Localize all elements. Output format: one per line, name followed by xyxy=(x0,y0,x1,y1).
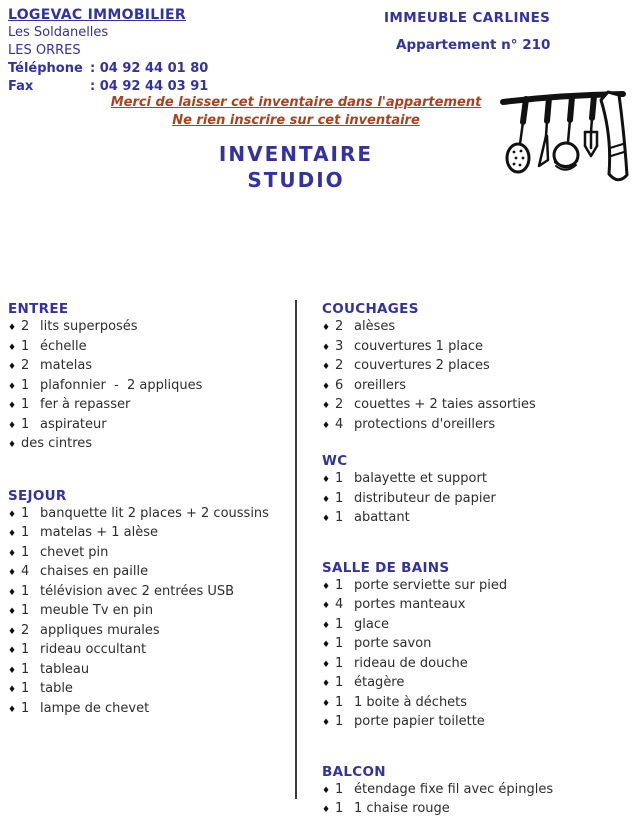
inventory-item xyxy=(8,700,288,720)
bullet-diamond-icon: ♦ xyxy=(8,323,17,333)
fax-label: Fax xyxy=(8,79,34,94)
item-quantity: 2 xyxy=(21,622,30,638)
item-quantity: 4 xyxy=(335,597,344,612)
inventory-item xyxy=(322,577,627,597)
item-quantity: 2 xyxy=(335,397,344,412)
bullet-diamond-icon: ♦ xyxy=(322,342,331,353)
item-quantity: 1 xyxy=(21,397,30,412)
inventory-item xyxy=(322,616,627,636)
inventory-item xyxy=(322,377,627,397)
inventory-item xyxy=(322,655,627,675)
bullet-diamond-icon: ♦ xyxy=(8,440,17,450)
section-heading: BALCON xyxy=(322,763,386,780)
item-label: couvertures 2 places xyxy=(354,358,490,373)
inventory-item xyxy=(322,416,627,436)
bullet-diamond-icon: ♦ xyxy=(8,685,17,695)
column-left xyxy=(8,300,288,719)
phone-label: Téléphone xyxy=(8,61,83,76)
bullet-diamond-icon: ♦ xyxy=(322,381,331,392)
bullet-diamond-icon: ♦ xyxy=(322,420,331,431)
item-quantity: 1 xyxy=(335,714,344,729)
inventory-item xyxy=(8,544,288,564)
item-label: appliques murales xyxy=(40,622,160,638)
inventory-item xyxy=(322,694,627,714)
item-label: distributeur de papier xyxy=(354,490,496,506)
item-label: fer à repasser xyxy=(40,397,131,412)
item-label: étendage fixe fil avec épingles xyxy=(354,781,554,797)
bullet-diamond-icon: ♦ xyxy=(322,401,331,411)
item-label: alèses xyxy=(354,319,396,334)
item-quantity: 1 xyxy=(335,510,344,525)
item-label: matelas xyxy=(40,358,93,373)
inventory-item xyxy=(8,505,288,525)
notice-line-2: Ne rien inscrire sur cet inventaire xyxy=(172,113,420,128)
inventory-item xyxy=(322,490,627,510)
title-line-1: INVENTAIRE xyxy=(218,142,374,166)
item-label: étagère xyxy=(354,675,405,690)
item-quantity: 1 xyxy=(21,338,30,354)
bullet-diamond-icon: ♦ xyxy=(322,581,331,592)
bullet-diamond-icon: ♦ xyxy=(322,494,331,505)
item-label: tableau xyxy=(40,661,90,677)
bullet-diamond-icon: ♦ xyxy=(8,420,17,431)
section-heading: SEJOUR xyxy=(8,487,67,504)
inventory-item xyxy=(8,641,288,661)
item-quantity: 1 xyxy=(21,505,30,521)
inventory-section xyxy=(322,763,627,820)
item-quantity: 2 xyxy=(21,319,30,334)
inventory-item xyxy=(322,781,627,801)
inventory-item xyxy=(322,713,627,733)
inventory-section xyxy=(322,452,627,529)
phone-line xyxy=(8,60,208,78)
item-quantity: 3 xyxy=(335,338,344,354)
bullet-diamond-icon: ♦ xyxy=(8,529,17,539)
bullet-diamond-icon: ♦ xyxy=(8,665,17,676)
item-quantity: 1 xyxy=(21,377,30,393)
inventory-section xyxy=(8,487,288,720)
item-quantity: 1 xyxy=(21,544,30,560)
item-label: protections d'oreillers xyxy=(354,416,496,432)
section-heading: COUCHAGES xyxy=(322,301,419,317)
bullet-diamond-icon: ♦ xyxy=(322,640,331,650)
column-divider-line xyxy=(295,300,297,799)
inventory-item xyxy=(322,596,627,616)
inventory-item xyxy=(322,318,627,338)
fax-number: : 04 92 44 03 91 xyxy=(90,79,209,94)
item-label: porte serviette sur pied xyxy=(354,577,508,593)
inventory-item xyxy=(8,524,288,544)
bullet-diamond-icon: ♦ xyxy=(8,607,17,617)
item-quantity: 4 xyxy=(21,564,30,579)
item-quantity: 1 xyxy=(335,694,344,710)
bullet-diamond-icon: ♦ xyxy=(8,587,17,598)
inventory-item xyxy=(8,661,288,681)
agency-address-line1: Les Soldanelles xyxy=(8,25,109,40)
item-label: glace xyxy=(354,616,389,632)
inventory-item xyxy=(322,509,627,529)
bullet-diamond-icon: ♦ xyxy=(322,362,331,372)
item-quantity: 1 xyxy=(21,681,30,696)
item-quantity: 1 xyxy=(335,636,344,651)
agency-header xyxy=(8,6,208,96)
item-quantity: 2 xyxy=(335,319,344,334)
bullet-diamond-icon: ♦ xyxy=(322,785,331,796)
item-label: porte papier toilette xyxy=(354,714,485,729)
item-label: 1 boite à déchets xyxy=(354,694,468,710)
inventory-item xyxy=(8,396,288,416)
item-quantity: 1 xyxy=(335,801,344,816)
item-label: des cintres xyxy=(21,436,93,451)
item-quantity: 1 xyxy=(335,781,344,797)
section-heading: SALLE DE BAINS xyxy=(322,559,450,576)
inventory-item xyxy=(8,377,288,397)
inventory-section xyxy=(322,300,627,435)
item-quantity: 2 xyxy=(21,358,30,373)
item-label: aspirateur xyxy=(40,416,107,432)
inventory-item xyxy=(8,680,288,700)
column-right xyxy=(322,300,627,820)
bullet-diamond-icon: ♦ xyxy=(8,646,17,656)
item-quantity: 1 xyxy=(21,603,30,618)
item-label: rideau occultant xyxy=(40,642,147,657)
item-label: lampe de chevet xyxy=(40,700,150,716)
item-quantity: 2 xyxy=(335,358,344,373)
item-label: table xyxy=(40,681,73,696)
inventory-item xyxy=(8,622,288,642)
bullet-diamond-icon: ♦ xyxy=(8,401,17,411)
bullet-diamond-icon: ♦ xyxy=(8,381,17,392)
inventory-item xyxy=(8,357,288,377)
item-quantity: 6 xyxy=(335,377,344,393)
item-label: matelas + 1 alèse xyxy=(40,525,158,540)
title-line-2: STUDIO xyxy=(247,168,345,192)
inventory-item xyxy=(322,674,627,694)
item-label: échelle xyxy=(40,338,87,354)
bullet-diamond-icon: ♦ xyxy=(322,475,331,485)
agency-address-line2: LES ORRES xyxy=(8,43,81,58)
item-label: télévision avec 2 entrées USB xyxy=(40,583,235,599)
item-label: oreillers xyxy=(354,377,406,393)
inventory-item xyxy=(8,583,288,603)
inventory-item xyxy=(8,563,288,583)
inventory-section xyxy=(8,300,288,455)
notice-block xyxy=(0,94,592,130)
item-quantity: 1 xyxy=(335,675,344,690)
item-label: 1 chaise rouge xyxy=(354,801,450,816)
building-header xyxy=(384,10,550,53)
inventory-item xyxy=(8,416,288,436)
bullet-diamond-icon: ♦ xyxy=(8,509,17,520)
section-heading: WC xyxy=(322,453,348,469)
bullet-diamond-icon: ♦ xyxy=(322,805,331,815)
inventory-item xyxy=(322,338,627,358)
item-label: chaises en paille xyxy=(40,564,149,579)
item-label: plafonnier - 2 appliques xyxy=(40,377,203,393)
item-label: couettes + 2 taies assorties xyxy=(354,397,536,412)
bullet-diamond-icon: ♦ xyxy=(8,626,17,637)
bullet-diamond-icon: ♦ xyxy=(322,514,331,524)
item-label: couvertures 1 place xyxy=(354,338,484,354)
item-label: abattant xyxy=(354,510,410,525)
page-title xyxy=(0,141,592,193)
inventory-item xyxy=(322,470,627,490)
item-label: porte savon xyxy=(354,636,432,651)
item-label: chevet pin xyxy=(40,544,109,560)
bullet-diamond-icon: ♦ xyxy=(8,342,17,353)
bullet-diamond-icon: ♦ xyxy=(8,548,17,559)
item-label: portes manteaux xyxy=(354,597,466,612)
item-label: balayette et support xyxy=(354,471,487,486)
bullet-diamond-icon: ♦ xyxy=(8,362,17,372)
item-quantity: 1 xyxy=(335,577,344,593)
inventory-item xyxy=(322,396,627,416)
item-label: banquette lit 2 places + 2 coussins xyxy=(40,505,269,521)
item-quantity: 1 xyxy=(335,655,344,671)
item-label: rideau de douche xyxy=(354,655,468,671)
bullet-diamond-icon: ♦ xyxy=(322,601,331,611)
item-quantity: 1 xyxy=(335,471,344,486)
item-quantity: 1 xyxy=(21,642,30,657)
item-quantity: 1 xyxy=(21,525,30,540)
bullet-diamond-icon: ♦ xyxy=(322,718,331,728)
notice-line-1: Merci de laisser cet inventaire dans l'appartement xyxy=(110,95,482,110)
item-label: lits superposés xyxy=(40,319,138,334)
inventory-section xyxy=(322,559,627,733)
inventory-item xyxy=(322,800,627,820)
item-quantity: 1 xyxy=(21,700,30,716)
apartment-number: Appartement n° 210 xyxy=(396,37,551,53)
item-quantity: 1 xyxy=(335,490,344,506)
bullet-diamond-icon: ♦ xyxy=(322,659,331,670)
inventory-item xyxy=(8,602,288,622)
item-quantity: 1 xyxy=(21,583,30,599)
bullet-diamond-icon: ♦ xyxy=(8,704,17,715)
inventory-item xyxy=(8,318,288,338)
bullet-diamond-icon: ♦ xyxy=(322,679,331,689)
inventory-item xyxy=(322,357,627,377)
bullet-diamond-icon: ♦ xyxy=(322,323,331,333)
section-heading: ENTREE xyxy=(8,301,69,317)
bullet-diamond-icon: ♦ xyxy=(322,620,331,631)
bullet-diamond-icon: ♦ xyxy=(8,568,17,578)
item-quantity: 1 xyxy=(21,661,30,677)
phone-number: : 04 92 44 01 80 xyxy=(90,61,209,76)
item-label: meuble Tv en pin xyxy=(40,603,154,618)
item-quantity: 1 xyxy=(335,616,344,632)
inventory-item xyxy=(8,338,288,358)
item-quantity: 4 xyxy=(335,416,344,432)
agency-name: LOGEVAC IMMOBILIER xyxy=(8,7,186,23)
inventory-item xyxy=(8,435,288,455)
bullet-diamond-icon: ♦ xyxy=(322,698,331,709)
inventory-item xyxy=(322,635,627,655)
item-quantity: 1 xyxy=(21,416,30,432)
building-name: IMMEUBLE CARLINES xyxy=(384,10,551,26)
